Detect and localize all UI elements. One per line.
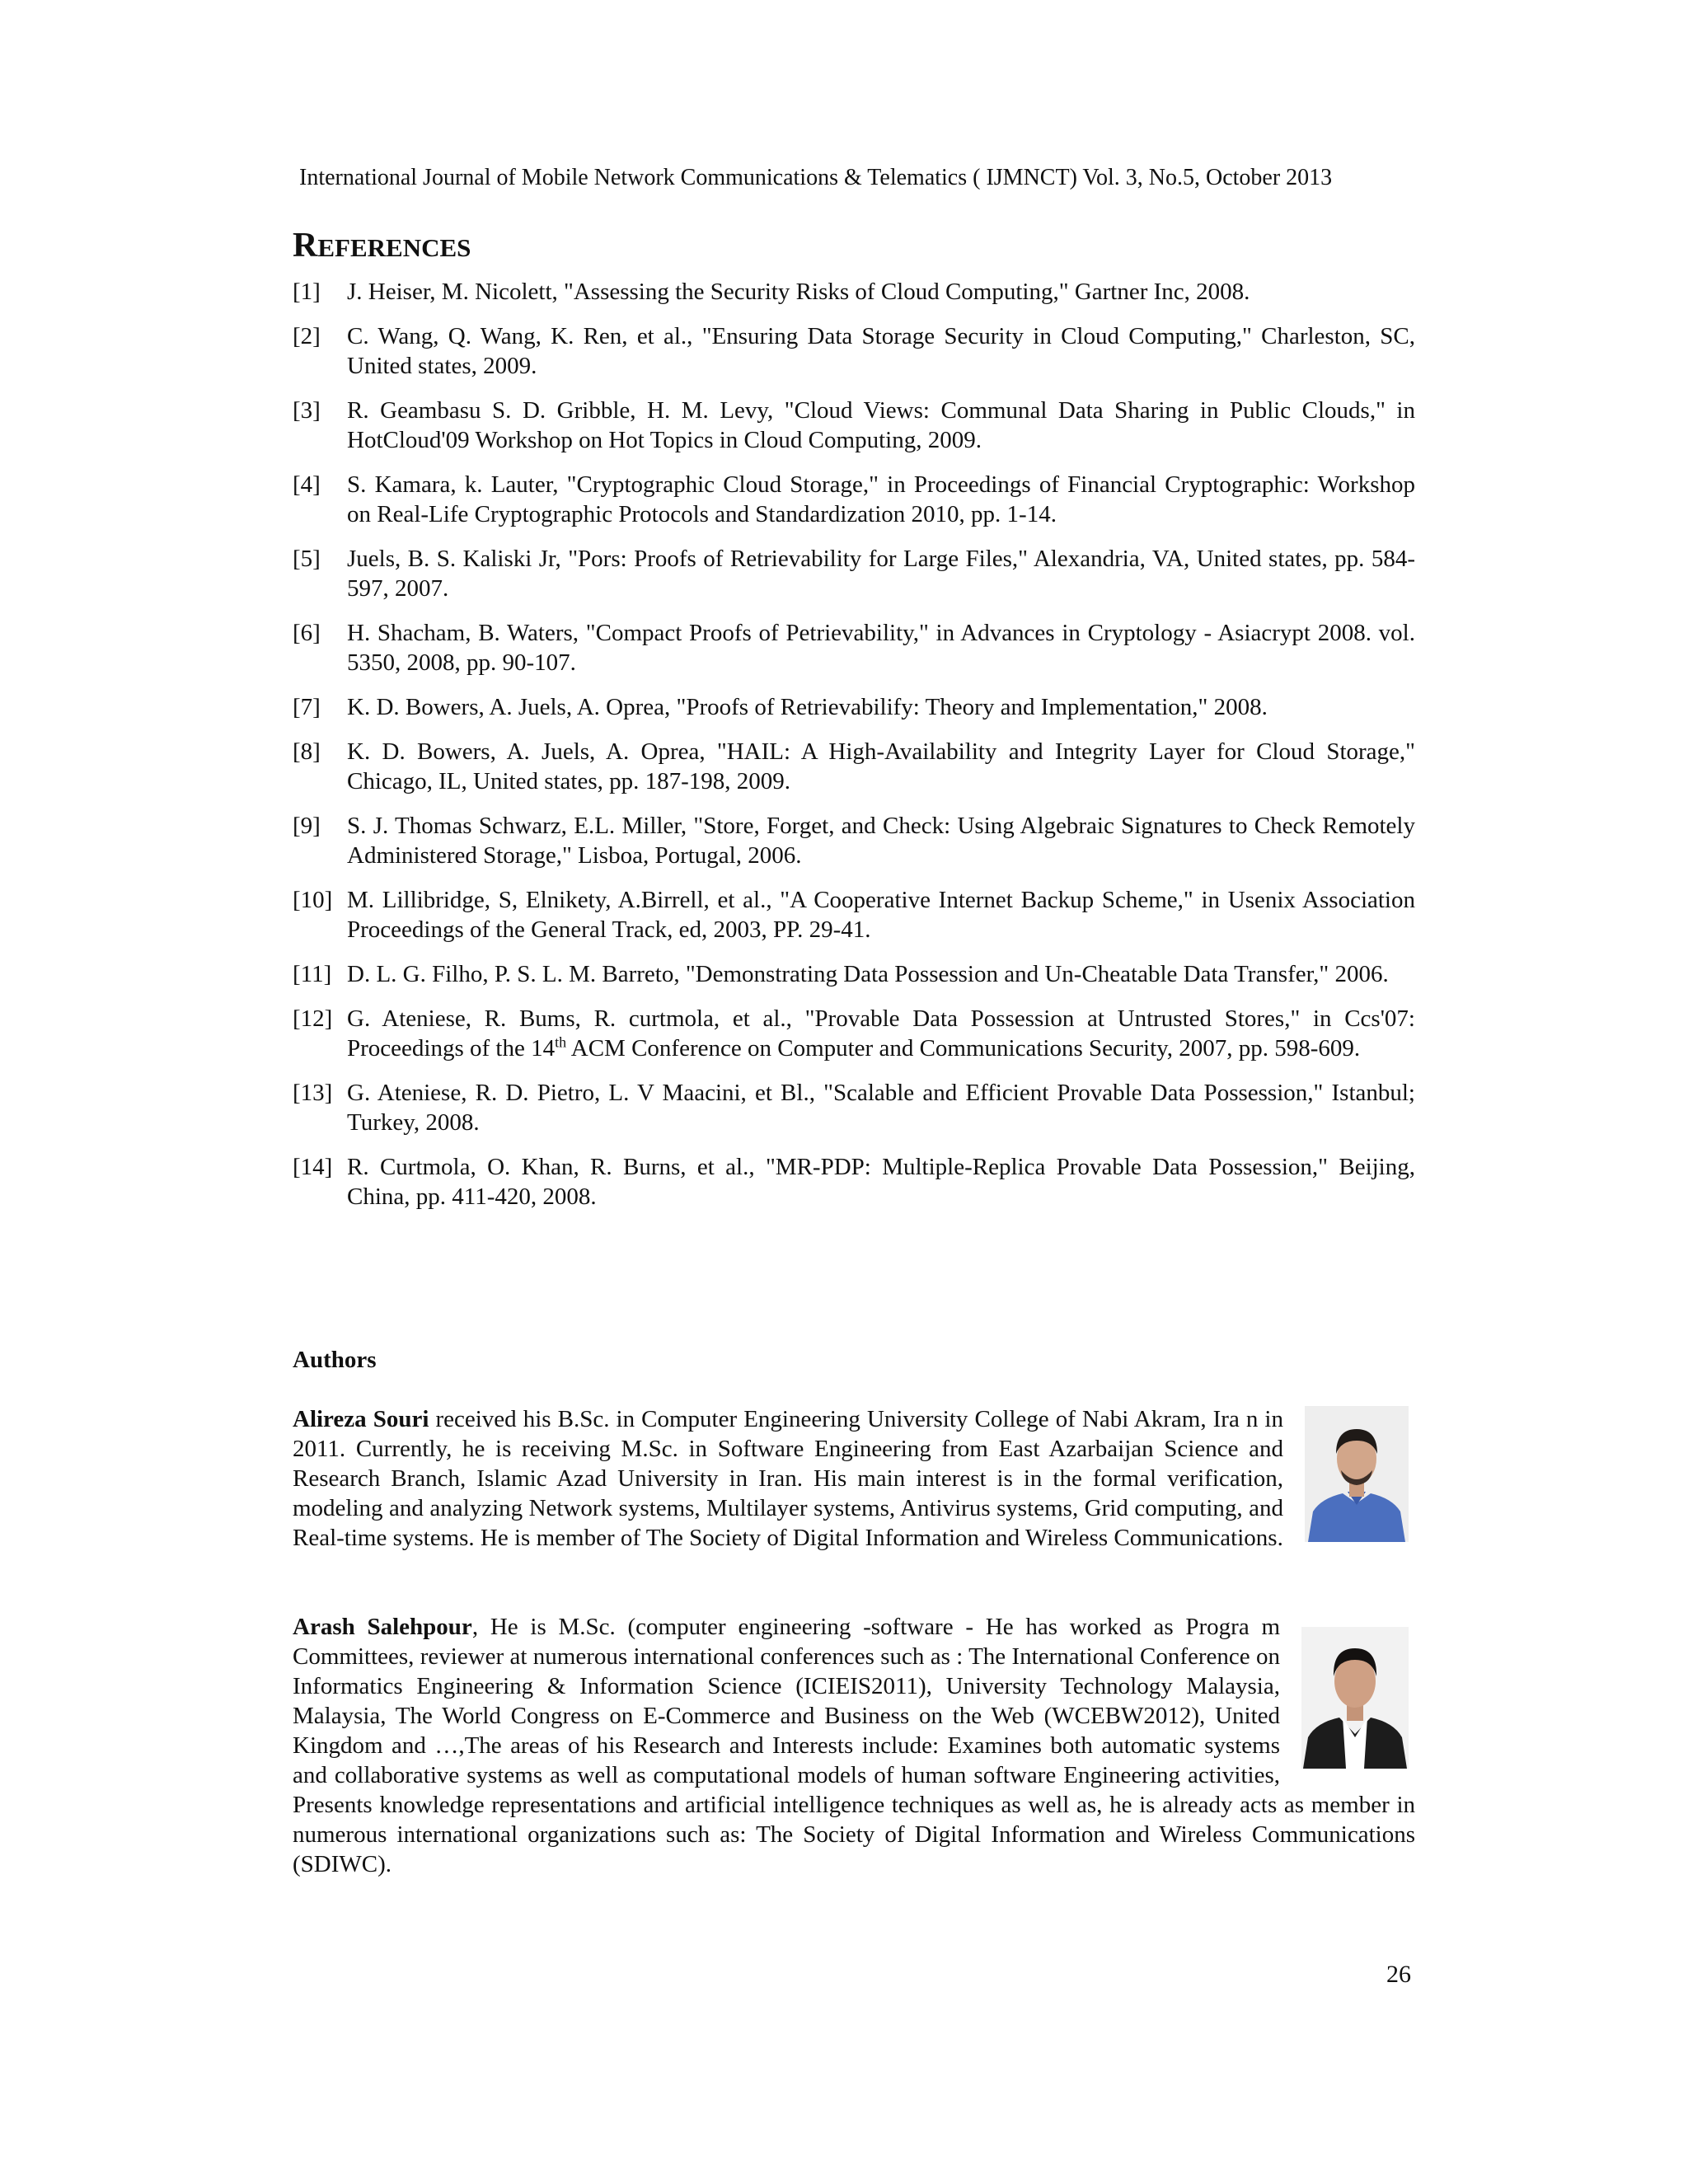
running-header: International Journal of Mobile Network Communications & Telematics ( IJMNCT) Vol. 3, No.5, October 2013: [299, 165, 1333, 190]
reference-text: [347, 1004, 1415, 1063]
reference-text: K. D. Bowers, A. Juels, A. Oprea, "HAIL: A High-Availability and Integrity Layer for Cloud Storage," Chicago, IL, United states, pp. 187-198, 2009.: [347, 738, 1415, 794]
reference-item: [293, 1078, 1415, 1137]
reference-number: [14]: [293, 1154, 333, 1180]
ordinal-superscript: th: [555, 1033, 567, 1051]
reference-text-part: G. Ateniese, R. Bums, R. curtmola, et al., "Provable Data Possession at Untrusted Stores," in Ccs'07: Proceedings of the 14: [347, 1005, 1415, 1062]
author-name: Alireza Souri: [293, 1406, 429, 1432]
references-heading: [293, 226, 471, 268]
author-photo: [1305, 1406, 1409, 1542]
reference-item: [293, 544, 1415, 603]
reference-text: D. L. G. Filho, P. S. L. M. Barreto, "Demonstrating Data Possession and Un-Cheatable Data Transfer," 2006.: [347, 961, 1389, 987]
reference-item: [293, 470, 1415, 529]
reference-number: [4]: [293, 471, 321, 498]
reference-item: [293, 811, 1415, 870]
reference-number: [12]: [293, 1005, 333, 1032]
reference-item: [293, 277, 1415, 307]
reference-text: C. Wang, Q. Wang, K. Ren, et al., "Ensuring Data Storage Security in Cloud Computing," Charleston, SC, United states, 2009.: [347, 323, 1415, 379]
reference-number: [6]: [293, 620, 321, 646]
reference-number: [2]: [293, 323, 321, 349]
reference-text: J. Heiser, M. Nicolett, "Assessing the Security Risks of Cloud Computing," Gartner Inc, 2008.: [347, 279, 1250, 305]
reference-item: [293, 692, 1415, 722]
reference-item: [293, 737, 1415, 796]
reference-number: [9]: [293, 813, 321, 839]
page-number: 26: [1386, 1961, 1411, 1988]
author-description: received his B.Sc. in Computer Engineering University College of Nabi Akram, Ira n in 2011. Currently, he is receiving M.Sc. in Software Engineering from East Azarbaijan Science and Research Branch, Islamic Azad University in Iran. His main interest is in the formal verification, modeling and analyzing Network systems, Multilayer systems, Antivirus systems, Grid computing, and Real-time systems. He is member of The Society of Digital Information and Wireless Communications.: [293, 1406, 1283, 1551]
reference-item: [293, 1152, 1415, 1212]
references-heading-initial: R: [293, 227, 318, 265]
reference-number: [8]: [293, 738, 321, 765]
reference-number: [7]: [293, 694, 321, 720]
reference-number: [3]: [293, 397, 321, 424]
reference-text: M. Lillibridge, S, Elnikety, A.Birrell, et al., "A Cooperative Internet Backup Scheme," in Usenix Association Proceedings of the General Track, ed, 2003, PP. 29-41.: [347, 887, 1415, 943]
reference-number: [10]: [293, 887, 333, 913]
references-heading-rest: EFERENCES: [317, 233, 471, 262]
author-bio: [293, 1612, 1415, 1879]
reference-list: [293, 277, 1415, 1226]
reference-text: S. Kamara, k. Lauter, "Cryptographic Cloud Storage," in Proceedings of Financial Cryptographic: Workshop on Real-Life Cryptographic Protocols and Standardization 2010, pp. 1-14.: [347, 471, 1415, 527]
reference-text: K. D. Bowers, A. Juels, A. Oprea, "Proofs of Retrievabilify: Theory and Implementation," 2008.: [347, 694, 1268, 720]
reference-item: [293, 959, 1415, 989]
reference-number: [11]: [293, 961, 332, 987]
author-bio: [293, 1404, 1415, 1553]
reference-text: G. Ateniese, R. D. Pietro, L. V Maacini, et Bl., "Scalable and Efficient Provable Data Possession," Istanbul; Turkey, 2008.: [347, 1080, 1415, 1136]
reference-number: [13]: [293, 1080, 333, 1106]
author-name: Arash Salehpour: [293, 1614, 472, 1640]
reference-text-part: ACM Conference on Computer and Communications Security, 2007, pp. 598-609.: [566, 1035, 1361, 1062]
authors-heading: Authors: [293, 1347, 377, 1373]
author-photo: [1301, 1627, 1409, 1769]
reference-item: [293, 1004, 1415, 1063]
reference-item: [293, 396, 1415, 455]
reference-text: R. Geambasu S. D. Gribble, H. M. Levy, "Cloud Views: Communal Data Sharing in Public Clouds," in HotCloud'09 Workshop on Hot Topics in Cloud Computing, 2009.: [347, 397, 1415, 453]
reference-text: H. Shacham, B. Waters, "Compact Proofs of Petrievability," in Advances in Cryptology - Asiacrypt 2008. vol. 5350, 2008, pp. 90-107.: [347, 620, 1415, 676]
reference-item: [293, 885, 1415, 944]
reference-text: S. J. Thomas Schwarz, E.L. Miller, "Store, Forget, and Check: Using Algebraic Signatures to Check Remotely Administered Storage," Lisboa, Portugal, 2006.: [347, 813, 1415, 869]
reference-text: R. Curtmola, O. Khan, R. Burns, et al., "MR-PDP: Multiple-Replica Provable Data Possession," Beijing, China, pp. 411-420, 2008.: [347, 1154, 1415, 1210]
author-description: , He is M.Sc. (computer engineering -software - He has worked as Progra m Committees, reviewer at numerous international conferences such as : The International Conference on Informatics Engineering & Information Science (ICIEIS2011), University Technology Malaysia, Malaysia, The World Congress on E-Commerce and Business on the Web (WCEBW2012), United Kingdom and …,The areas of his Research and Interests include: Examines both automatic systems and collaborative systems as well as computational models of human software Engineering activities, Presents knowledge representations and artificial intelligence techniques as well as, he is already acts as member in numerous international organizations such as: The Society of Digital Information and Wireless Communications (SDIWC).: [293, 1614, 1415, 1877]
reference-item: [293, 618, 1415, 677]
reference-item: [293, 321, 1415, 381]
reference-text: Juels, B. S. Kaliski Jr, "Pors: Proofs of Retrievability for Large Files," Alexandria, VA, United states, pp. 584-597, 2007.: [347, 546, 1415, 602]
reference-number: [5]: [293, 546, 321, 572]
reference-number: [1]: [293, 279, 321, 305]
